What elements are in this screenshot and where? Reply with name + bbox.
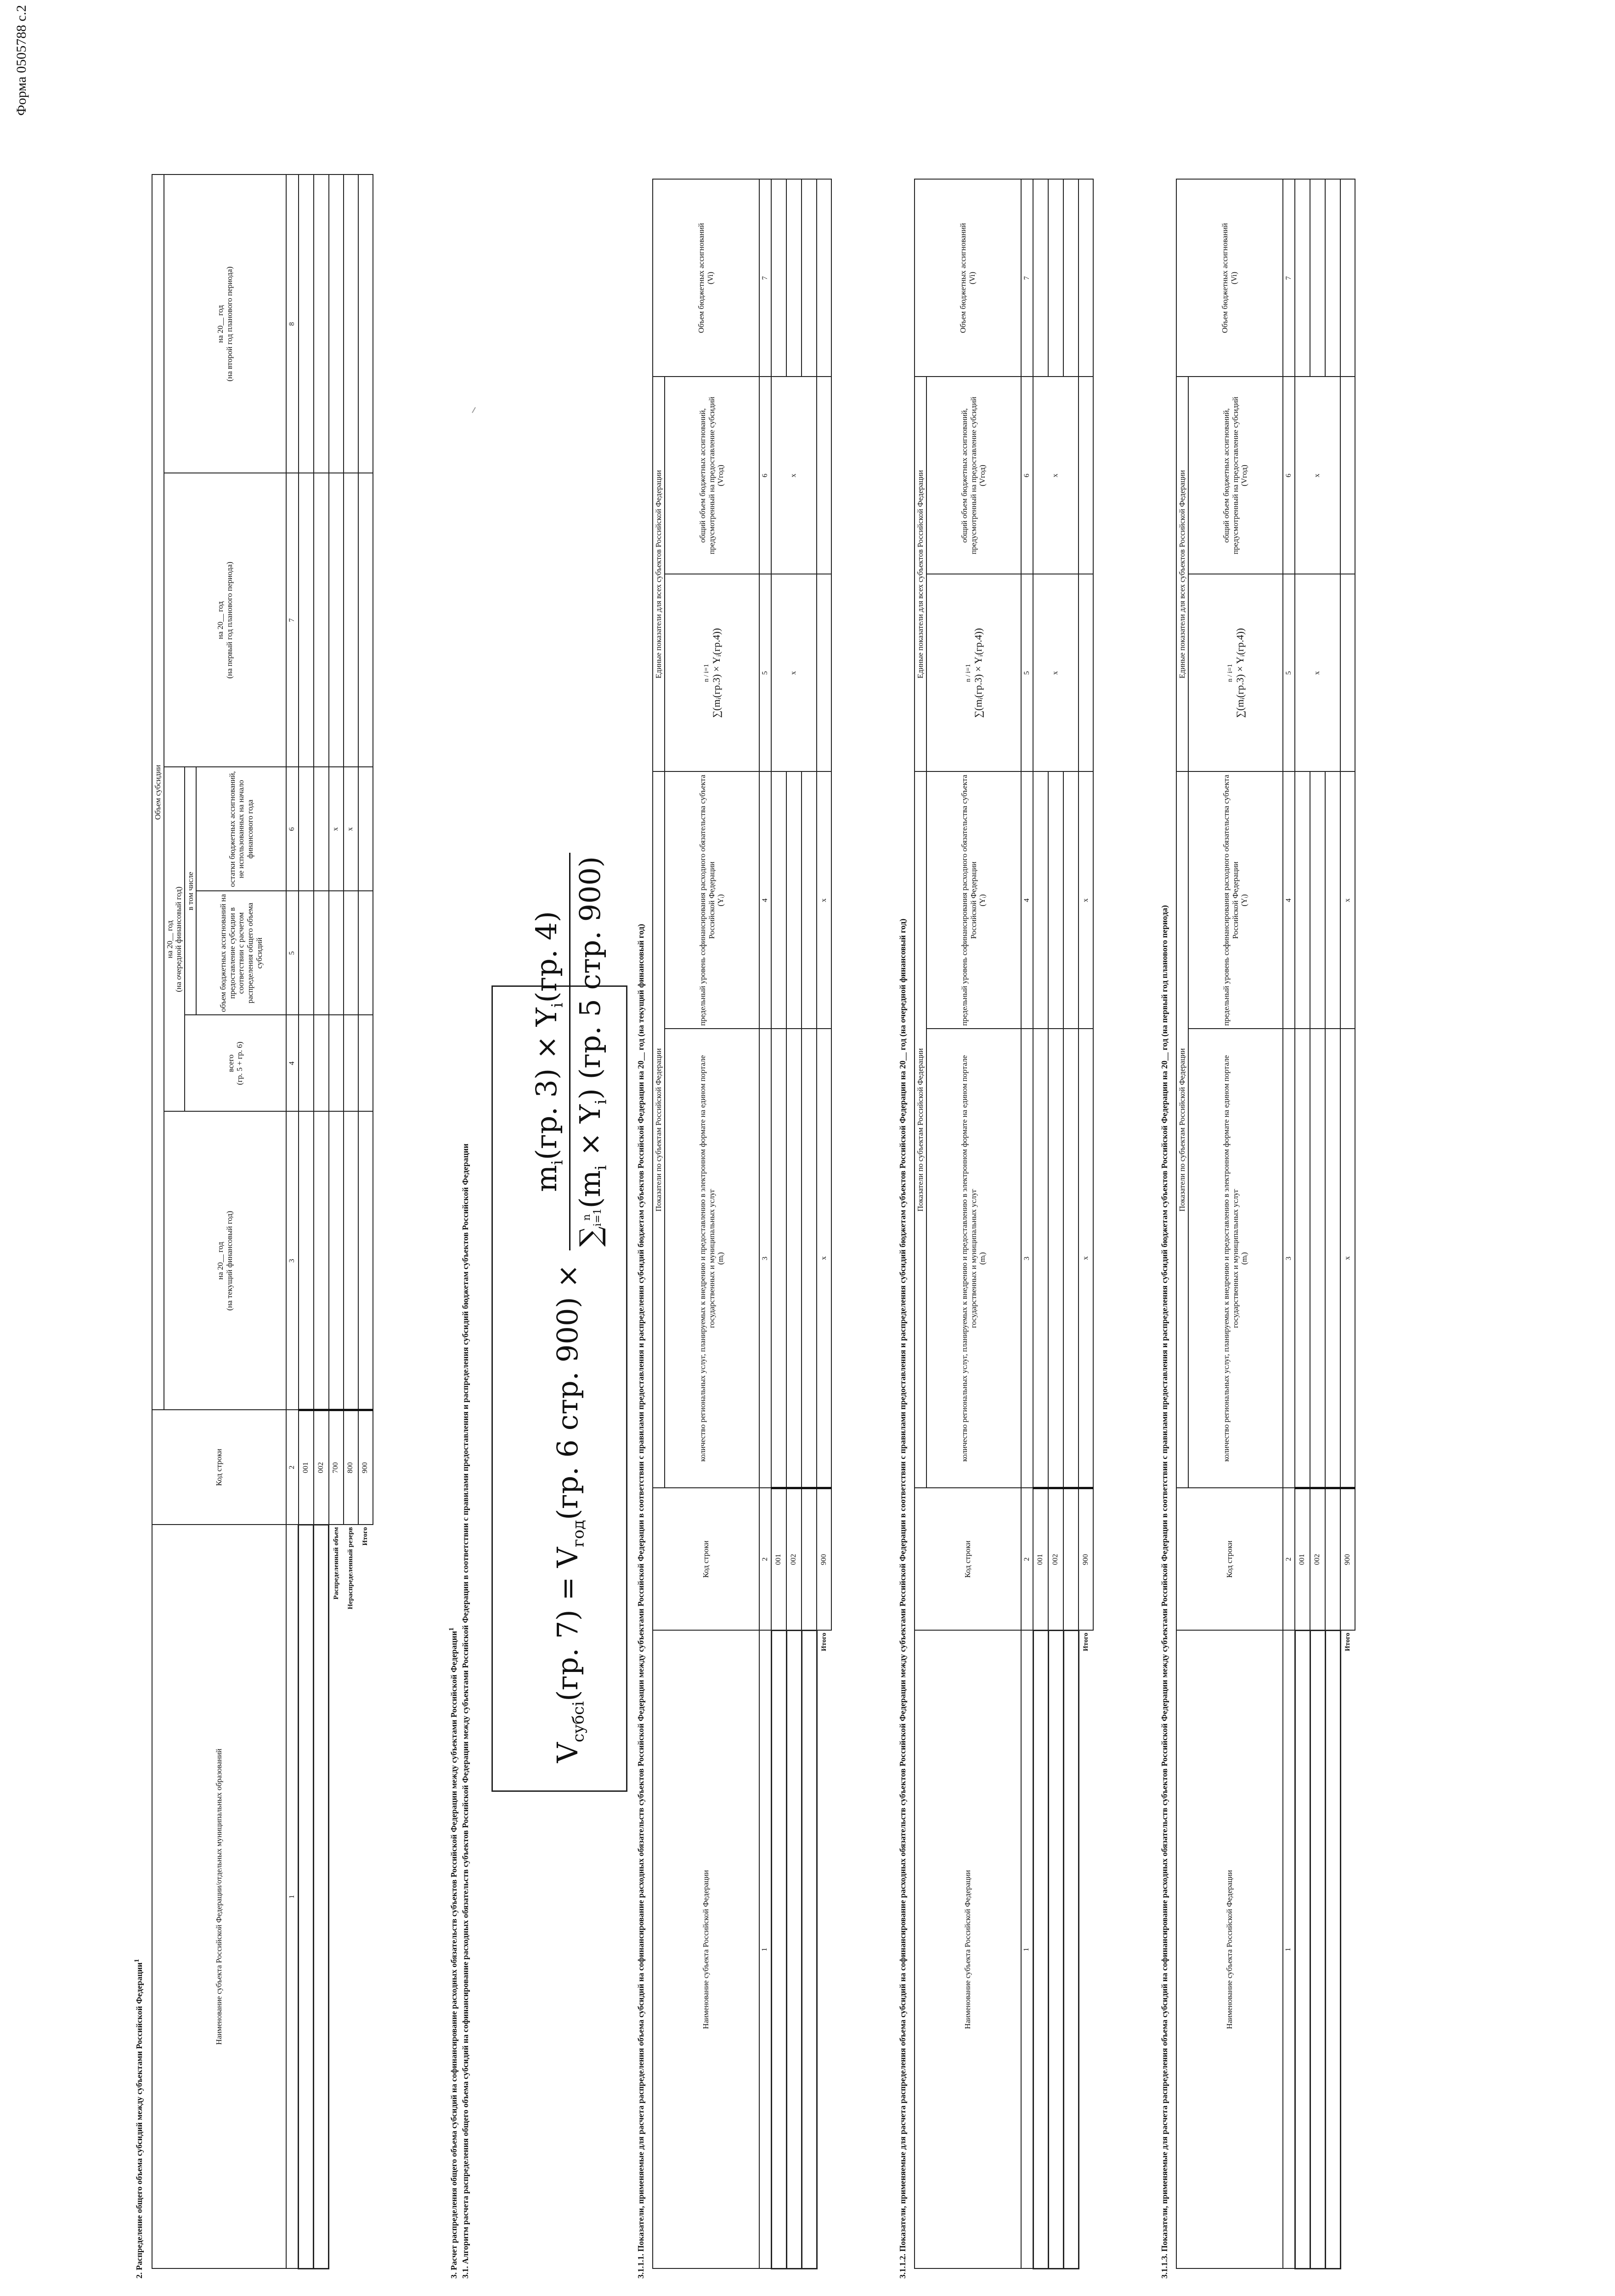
subsection-3-1-1-3-title: 3.1.1.3. Показатели, применяемые для расчета распределения объема субсидий на софинансирование расходных обязательств субъектов Российской Федерации между субъектами Российской Федерации в соответствии с правилами предоставления и распределения субсидий бюджетам субъектов Российской Федерации на 20__ год (на первый год планового периода) xyxy=(1160,905,1169,2279)
hdr-alloc: объем бюджетных ассигнований на предоставление субсидии в соответствии с расчетом распределения общего объема субсидий xyxy=(196,891,286,1015)
table-row: 002 xyxy=(786,179,802,2268)
indicators-table-next: Наименование субъекта Российской Федерации Код строки Показатели по субъектам Российской Федерации Единые показатели для всех субъектов Российской Федерации Объем бюджетных ассигнований (Vi) количество региональных услуг, планируемых к внедрению и предоставлению в электронном формате на едином портале государственных и муниципальных услуг (mᵢ) предельный уровень софинансирования расходного обязательства субъекта Российской Федерации (Yᵢ) n / i=1 ∑(mᵢ(гр.3) × Yᵢ(гр.4)) общий объем бюджетных ассигнований, предусмотренный на предоставление субсидий (Vгод) 1 2 3 4 5 6 7 001 x x 002 Итого 900 x x xyxy=(914,179,1094,2269)
total-row: Итого 900 x x xyxy=(1079,179,1093,2268)
table-row: 001 x x xyxy=(1033,179,1048,2268)
hdr-incl: в том числе xyxy=(185,767,197,1015)
formula-fraction: $m_i(гр$. $3) \times Y_i(гр$. 4) ∑n $i=1(m_i \times Y_i)$ (гр. 5 стр. 900) xyxy=(530,853,610,1250)
section-3-1-title: 3.1. Алгоритм расчета распределения общего объема субсидий на софинансирование расходных обязательств субъектов Российской Федерации между субъектами Российской Федерации в соответствии с правилами предоставления и распределения субсидий бюджетам субъектов Российской Федерации xyxy=(461,1143,470,2279)
distribution-table: Наименование субъекта Российской Федерации/отдельных муниципальных образований Код строки Объем субсидии на 20__ год (на текущий финансовый год) на 20__ год (на очередной финансовый год) на 20__ год (на первый год планового периода) на 20__ год (на второй год планового периода) всего (гр. 5 + гр. 6) в том числе объем бюджетных ассигнований на предоставление субсидии в соответствии с расчетом распределения общего объема субсидий остатки бюджетных ассигнований, не использованных на начало финансового года 1 2 3 4 5 6 7 8 001 002 Распределенный объем 700 x Нераспределенный резерв 800 x Итого 900 xyxy=(152,174,373,2269)
hdr-name: Наименование субъекта Российской Федерации/отдельных муниципальных образований xyxy=(152,1525,286,2269)
indicators-table-current: Наименование субъекта Российской Федерации Код строки Показатели по субъектам Российской Федерации Единые показатели для всех субъектов Российской Федерации Объем бюджетных ассигнований (Vi) количество региональных услуг, планируемых к внедрению и предоставлению в электронном формате на едином портале государственных и муниципальных услуг (mᵢ) предельный уровень софинансирования расходного обязательства субъекта Российской Федерации (Yᵢ) n / i=1 ∑(mᵢ(гр.3) × Yᵢ(гр.4)) общий объем бюджетных ассигнований, предусмотренный на предоставление субсидий (Vгод) 1 2 3 4 5 6 7 001 x x 002 Итого 900 x x xyxy=(652,179,832,2269)
table-row: 002 xyxy=(314,174,329,2268)
hdr-first-plan: на 20__ год (на первый год планового периода) xyxy=(164,473,287,767)
summary-row-reserve: Нераспределенный резерв 800 x xyxy=(344,174,358,2268)
hdr-next-year: на 20__ год (на очередной финансовый год) xyxy=(164,767,185,1112)
scan-mark xyxy=(472,407,479,415)
subsection-3-1-1-2-title: 3.1.1.2. Показатели, применяемые для расчета распределения объема субсидий на софинансирование расходных обязательств субъектов Российской Федерации между субъектами Российской Федерации в соответствии с правилами предоставления и распределения субсидий бюджетам субъектов Российской Федерации на 20__ год (на очередной финансовый год) xyxy=(898,918,907,2279)
hdr-second-plan: на 20__ год (на второй год планового периода) xyxy=(164,174,287,473)
table-row: 002 xyxy=(1048,179,1063,2268)
table-row: 001 x x xyxy=(1295,179,1310,2268)
section-2-title: 2. Распределение общего объема субсидий между субъектами Российской Федерации$^1$ xyxy=(133,1958,144,2279)
hdr-total: всего (гр. 5 + гр. 6) xyxy=(185,1015,287,1112)
hdr-current-year: на 20__ год (на текущий финансовый год) xyxy=(164,1112,287,1410)
indicators-table-first-plan: Наименование субъекта Российской Федерации Код строки Показатели по субъектам Российской Федерации Единые показатели для всех субъектов Российской Федерации Объем бюджетных ассигнований (Vi) количество региональных услуг, планируемых к внедрению и предоставлению в электронном формате на едином портале государственных и муниципальных услуг (mᵢ) предельный уровень софинансирования расходного обязательства субъекта Российской Федерации (Yᵢ) n / i=1 ∑(mᵢ(гр.3) × Yᵢ(гр.4)) общий объем бюджетных ассигнований, предусмотренный на предоставление субсидий (Vгод) 1 2 3 4 5 6 7 001 x x 002 Итого 900 x x xyxy=(1176,179,1355,2269)
form-code: Форма 0505788 с.2 xyxy=(14,5,29,116)
hdr-code: Код строки xyxy=(152,1410,286,1525)
allocation-formula: $V_{субсi}(гр$. $7) = V_{год}(гр$. 6 стр. 900) × $m_i(гр$. $3) \times Y_i(гр$. 4) ∑n $i=1(m_i \times Y_i)$ (гр. 5 стр. 900) xyxy=(530,853,610,1763)
section-3-title: 3. Расчет распределения общего объема субсидий на софинансирование расходных обязательств субъектов Российской Федерации между субъектами Российской Федерации$^1$ xyxy=(448,1627,458,2279)
total-row: Итого 900 x x xyxy=(817,179,831,2268)
subsection-3-1-1-1-title: 3.1.1.1. Показатели, применяемые для расчета распределения объема субсидий на софинансирование расходных обязательств субъектов Российской Федерации между субъектами Российской Федерации в соответствии с правилами предоставления и распределения субсидий бюджетам субъектов Российской Федерации на 20__ год (на текущий финансовый год) xyxy=(636,924,645,2279)
summary-row-total: Итого 900 xyxy=(358,174,373,2268)
hdr-remain: остатки бюджетных ассигнований, не использованных на начало финансового года xyxy=(196,767,286,891)
table-row: 001 xyxy=(299,174,314,2268)
formula-box xyxy=(491,856,627,1792)
hdr-volume: Объем субсидии xyxy=(152,174,164,1410)
total-row: Итого 900 x x xyxy=(1340,179,1355,2268)
table-row: 001 x x xyxy=(771,179,786,2268)
table-row: 002 xyxy=(1310,179,1325,2268)
summary-row-distributed: Распределенный объем 700 x xyxy=(329,174,344,2268)
